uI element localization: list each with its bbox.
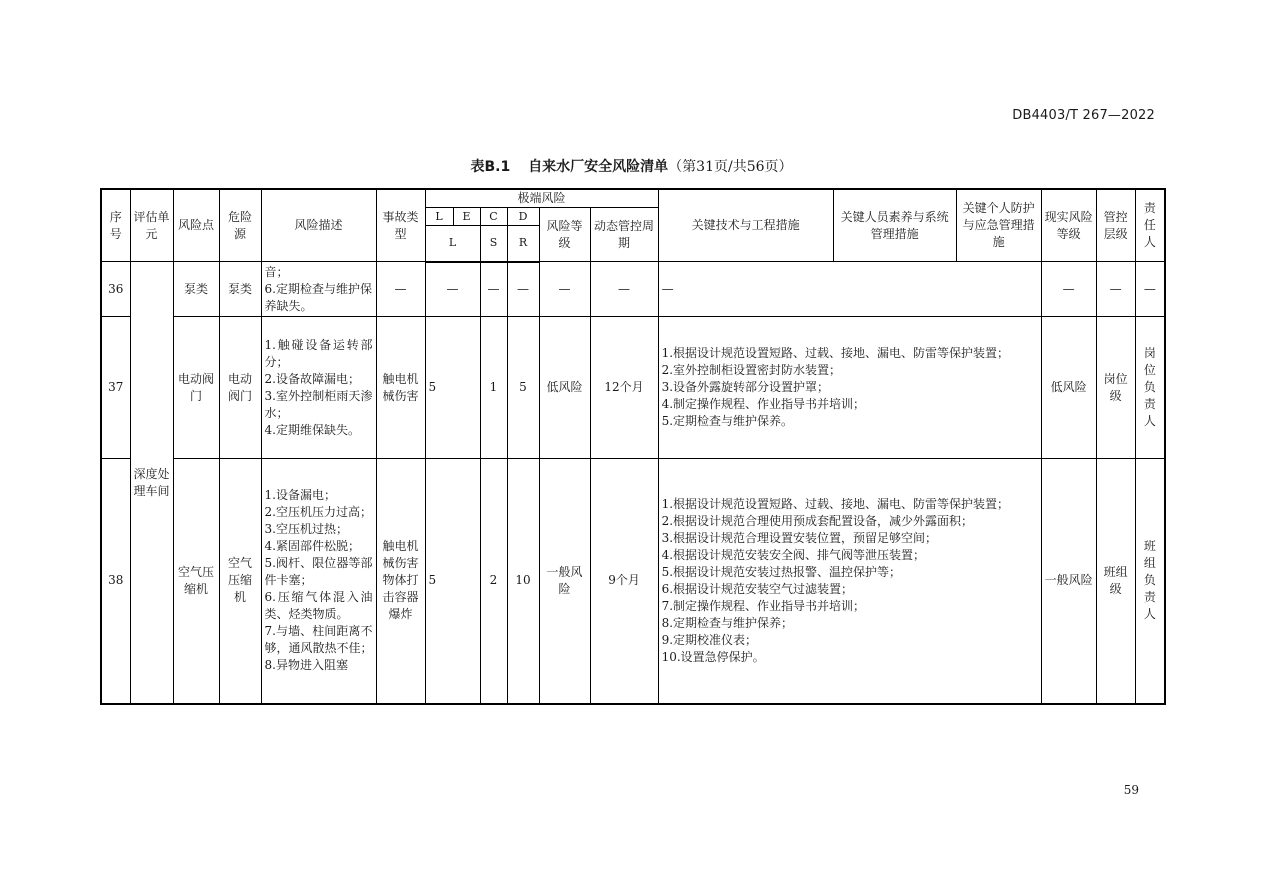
row-risk-level: 一般风险 <box>539 458 590 704</box>
row-d-value: 5 <box>507 317 539 458</box>
header-owner: 责任人 <box>1135 189 1165 262</box>
header-d: D <box>507 208 539 226</box>
row-hazard: 泵类 <box>219 262 261 317</box>
page-number: 59 <box>1123 783 1139 797</box>
row-dynamic-period: — <box>590 262 658 317</box>
row-tech-measures: — <box>658 262 1041 317</box>
header-risk-description: 风险描述 <box>261 189 376 262</box>
row-risk-point: 电动阀门 <box>173 317 219 458</box>
row-tech-measures: 1.根据设计规范设置短路、过载、接地、漏电、防雷等保护装置； 2.根据设计规范合理使用预成套配置设备，减少外露面积； 3.根据设计规范合理设置安装位置，预留足够空间； 4.根据设计规范安装安全阀、排气阀等泄压装置； 5.根据设计规范安装过热报警、温控保护等； 6.根据设计规范安装空气过滤装置； 7.制定操作规程、作业指导书并培训； 8.定期检查与维护保养； 9.定期校准仪表； 10.设置急停保护。 <box>658 458 1041 704</box>
row-risk-description: 1.触碰设备运转部分； 2.设备故障漏电； 3.室外控制柜雨天渗水； 4.定期维保缺失。 <box>261 317 376 458</box>
header-protection-measures: 关键个人防护与应急管理措施 <box>956 189 1041 262</box>
row-seq: 37 <box>101 317 130 458</box>
unit-name: 深度处理车间 <box>130 262 173 704</box>
row-control-level: 岗位级 <box>1096 317 1135 458</box>
header-extreme-risk: 极端风险 <box>425 189 658 208</box>
header-s: S <box>480 226 507 262</box>
row-c-value: — <box>480 262 507 317</box>
header-c: C <box>480 208 507 226</box>
risk-table <box>100 188 1166 705</box>
header-l-lower: L <box>425 226 480 262</box>
header-l: L <box>425 208 453 226</box>
document-code: DB4403/T 267—2022 <box>1012 108 1155 123</box>
row-hazard: 空气压缩机 <box>219 458 261 704</box>
row-c-value: 1 <box>480 317 507 458</box>
row-l-value: — <box>425 262 480 317</box>
row-risk-level: — <box>539 262 590 317</box>
table-page-info: （第31页/共56页） <box>668 159 793 175</box>
row-dynamic-period: 9个月 <box>590 458 658 704</box>
row-current-risk: — <box>1041 262 1096 317</box>
row-risk-description: 音； 6.定期检查与维护保养缺失。 <box>261 262 376 317</box>
table-row <box>101 262 1165 317</box>
row-c-value: 2 <box>480 458 507 704</box>
row-risk-level: 低风险 <box>539 317 590 458</box>
row-l-value: 5 <box>425 317 480 458</box>
table-row <box>101 317 1165 458</box>
table-number: 表B.1 <box>470 159 511 175</box>
row-owner: 岗位负责人 <box>1135 317 1165 458</box>
header-unit: 评估单元 <box>130 189 173 262</box>
row-control-level: 班组级 <box>1096 458 1135 704</box>
row-risk-description: 1.设备漏电； 2.空压机压力过高； 3.空压机过热； 4.紧固部件松脱； 5.阀杆、限位器等部件卡塞； 6.压缩气体混入油类、烃类物质。 7.与墙、柱间距离不够，通风散热不佳； 8.异物进入阻塞 <box>261 458 376 704</box>
header-seq: 序号 <box>101 189 130 262</box>
header-risk-point: 风险点 <box>173 189 219 262</box>
row-current-risk: 一般风险 <box>1041 458 1096 704</box>
header-dynamic-period: 动态管控周期 <box>590 208 658 262</box>
header-accident-type: 事故类型 <box>376 189 425 262</box>
row-hazard: 电动阀门 <box>219 317 261 458</box>
table-name: 自来水厂安全风险清单 <box>528 159 669 175</box>
header-hazard: 危险源 <box>219 189 261 262</box>
header-r: R <box>507 226 539 262</box>
row-tech-measures: 1.根据设计规范设置短路、过载、接地、漏电、防雷等保护装置； 2.室外控制柜设置密封防水装置； 3.设备外露旋转部分设置护罩； 4.制定操作规程、作业指导书并培训； 5.定期检查与维护保养。 <box>658 317 1041 458</box>
header-risk-level: 风险等级 <box>539 208 590 262</box>
header-current-risk: 现实风险等级 <box>1041 189 1096 262</box>
header-e: E <box>453 208 480 226</box>
row-current-risk: 低风险 <box>1041 317 1096 458</box>
header-control-level: 管控层级 <box>1096 189 1135 262</box>
row-risk-point: 泵类 <box>173 262 219 317</box>
row-d-value: — <box>507 262 539 317</box>
table-row <box>101 458 1165 704</box>
row-control-level: — <box>1096 262 1135 317</box>
row-seq: 38 <box>101 458 130 704</box>
row-seq: 36 <box>101 262 130 317</box>
row-risk-point: 空气压缩机 <box>173 458 219 704</box>
row-d-value: 10 <box>507 458 539 704</box>
row-owner: 班组负责人 <box>1135 458 1165 704</box>
row-owner: — <box>1135 262 1165 317</box>
row-accident-type: 触电机械伤害 <box>376 317 425 458</box>
row-l-value: 5 <box>425 458 480 704</box>
header-personnel-measures: 关键人员素养与系统管理措施 <box>833 189 956 262</box>
row-accident-type: — <box>376 262 425 317</box>
row-dynamic-period: 12个月 <box>590 317 658 458</box>
header-tech-measures: 关键技术与工程措施 <box>658 189 833 262</box>
row-accident-type: 触电机械伤害物体打击容器爆炸 <box>376 458 425 704</box>
table-title <box>0 156 1263 176</box>
